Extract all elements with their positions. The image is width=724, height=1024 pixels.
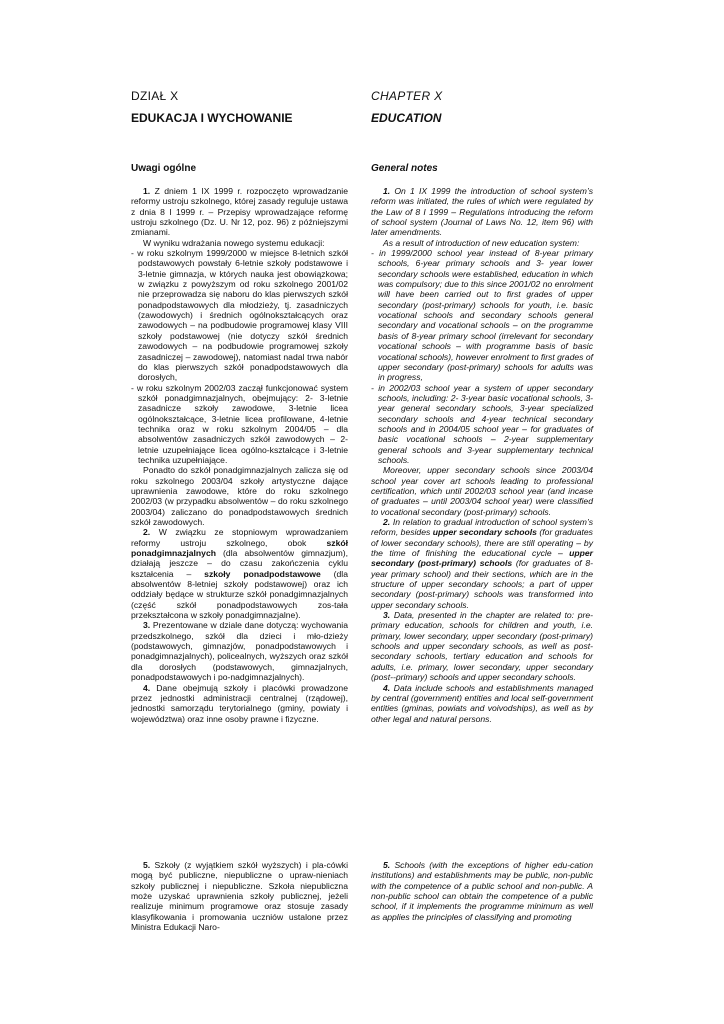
paragraph-number: 5. — [143, 860, 151, 870]
paragraph-1: 1. On 1 IX 1999 the introduction of school system’s reform was initiated, the rules of which were regulated by the Law of 8 I 1999 – Regulations introducing the reform of school system (Journal of Laws No. 12, item 96) with later amendments. — [371, 186, 593, 238]
reform-list — [371, 248, 593, 465]
chapter-title: EDUKACJA I WYCHOWANIE — [131, 111, 293, 125]
notes-body — [371, 186, 593, 724]
list-item: - w roku szkolnym 1999/2000 w miejsce 8-letnich szkół podstawowych powstały 6-letnie szkoły podstawowe i 3-letnie gimnazja, w których nauka jest obowiązkowa; w związku z powyższym od roku szkolnego 2001/02 nie przeprowadza się naboru do klas pierwszych szkół ponadpodstawowych dla młodzieży, tj. zasadniczych (zawodowych) i średnich ogólnokształcących oraz zawodowych – na podbudowie programowej klasy VIII szkoły podstawowej (nie dotyczy szkół średnich zawodowych – na podbudowie programowej szkoły zasadniczej – zawodowej), natomiast nadal trwa nabór do klas pierwszych szkół ponadpodstawowych dla dorosłych, — [131, 248, 348, 382]
notes-body-continued — [371, 860, 593, 922]
paragraph-4: 4. Data include schools and establishments managed by central (government) entities and local self-government entities (gminas, powiats and voivodships), as well as by other legal and natural persons. — [371, 682, 593, 724]
paragraph-1c: Moreover, upper secondary schools since 2003/04 school year cover art schools leading to professional certification, which until 2002/03 school year (and incase of graduates – until 2003/04 school year) were classified to vocational secondary (post-primary) schools. — [371, 465, 593, 517]
list-item: - w roku szkolnym 2002/03 zaczął funkcjonować system szkół ponadgimnazjalnych, obejmujący: 2- 3-letnie zasadnicze szkoły zawodowe, 3-letnie licea ogólnokształcące, 3-letnie licea profilowane, 4-letnie technika oraz w roku szkolnym 2004/05 – dla absolwentów zasadniczych szkół zawodowych – 2-letnie uzupełniające licea ogólno-kształcące i 3-letnie technika uzupełniające. — [131, 383, 348, 466]
paragraph-1b: As a result of introduction of new education system: — [383, 237, 580, 248]
paragraph-1c: Ponadto do szkół ponadgimnazjalnych zalicza się od roku szkolnego 2003/04 szkoły artystyczne dające uprawnienia zawodowe, które do roku szkolnego 2002/03 (w przypadku absolwentów – do roku szkolnego 2003/04) zaliczano do ponadpodstawowych średnich szkół zawodowych. — [131, 465, 348, 527]
paragraph-3: 3. Data, presented in the chapter are related to: pre-primary education, schools for children and youth, i.e. primary, lower secondary, upper secondary (post-primary) schools and upper secondary schools, as well as post-secondary schools, tertiary education and schools for adults, i.e. primary, lower secondary, upper secondary (post--primary) schools and upper secondary schools. — [371, 610, 593, 683]
paragraph-5: 5. Schools (with the exceptions of higher edu-cation institutions) and establishments may be public, non-public with the competence of a public school and non-public. A non-public school can obtain the competence of a public school, if it implements the programme minimum as well as applies the principles of classifying and promoting — [371, 860, 593, 922]
notes-body-continued — [131, 860, 348, 932]
paragraph-number: 4. — [383, 682, 391, 693]
paragraph-2: 2. In relation to gradual introduction of school system’s reform, besides upper secondary schools (for graduates of lower secondary schools), there are still operating – by the time of finishing the educational cycle – upper secondary (post-primary) schools (for graduates of 8-year primary school) and their sections, which are in the structure of upper secondary schools; a part of upper secondary (post-primary) schools was transformed into upper secondary schools. — [371, 517, 593, 610]
paragraph-number: 2. — [143, 527, 151, 538]
paragraph-number: 5. — [383, 860, 391, 870]
chapter-label: DZIAŁ X — [131, 89, 179, 103]
chapter-title: EDUCATION — [371, 111, 442, 125]
paragraph-1: 1. Z dniem 1 IX 1999 r. rozpoczęto wprowadzanie reformy ustroju szkolnego, której zasady reguluje ustawa z dnia 8 I 1999 r. – Przepisy wprowadzające reformę ustroju szkolnego (Dz. U. Nr 12, poz. 96) z późniejszymi zmianami. — [131, 186, 348, 238]
paragraph-4: 4. Dane obejmują szkoły i placówki prowadzone przez jednostki administracji centralnej (rządowej), jednostki samorządu terytorialnego (gminy, powiaty i województwa) oraz inne osoby prawne i fizyczne. — [131, 682, 348, 724]
reform-list — [131, 248, 348, 465]
notes-body — [131, 186, 348, 724]
notes-heading: General notes — [371, 163, 438, 174]
chapter-label: CHAPTER X — [371, 89, 443, 103]
paragraph-number: 4. — [143, 682, 151, 693]
notes-heading: Uwagi ogólne — [131, 163, 196, 174]
paragraph-number: 2. — [383, 517, 391, 527]
paragraph-1b: W wyniku wdrażania nowego systemu edukacji: — [143, 237, 325, 248]
paragraph-number: 3. — [143, 620, 151, 631]
list-item: - in 2002/03 school year a system of upper secondary schools, including: 2- 3-year basic vocational schools, 3-year general secondary schools, 3-year specialized secondary schools and 4-year technical secondary schools and in 2004/05 school year – for graduates of basic vocational schools – 2-year supplementary general schools and 3-year supplementary technical schools. — [371, 383, 593, 466]
paragraph-3: 3. Prezentowane w dziale dane dotyczą: wychowania przedszkolnego, szkół dla dzieci i mło-dzieży (podstawowych, gimnazjów, ponadpodstawowych i ponadgimnazjalnych), policealnych, wyższych oraz szkół dla dorosłych (podstawowych, gimnazjalnych, ponadpodstawowych i po-nadgimnazjalnych). — [131, 620, 348, 683]
list-item: - in 1999/2000 school year instead of 8-year primary schools, 6-year primary schools and 3- year lower secondary schools were established, education in which was compulsory; due to this since 2001/02 no enrolment will have been carried out to first grades of upper secondary (post-primary) schools for youth, i.e. basic vocational schools and secondary schools general secondary and vocational schools – on the programme basis of 8-year primary school (irrelevant for secondary vocational schools – with programme basis of basic vocational schools), however enrolment to first grades of upper secondary (post-primary) schools for adults was in progress, — [371, 248, 593, 382]
paragraph-2: 2. W związku ze stopniowym wprowadzaniem reformy ustroju szkolnego, obok szkół ponadgimnazjalnych (dla absolwentów gimnazjum), działają jeszcze – do czasu zakończenia cyklu kształcenia – szkoły ponadpodstawowe (dla absolwentów 8-letniej szkoły podstawowej) oraz ich oddziały będące w strukturze szkół ponadgimnazjalnych (część szkół ponadpodstawowych zos-tała przekształcona w szkoły ponadgimnazjalne). — [131, 527, 348, 621]
paragraph-5: 5. Szkoły (z wyjątkiem szkół wyższych) i pla-cówki mogą być publiczne, niepubliczne o upraw-nieniach szkoły publicznej i niepubliczne. Szkoła niepubliczna może uzyskać uprawnienia szkoły publicznej, jeżeli realizuje minimum programowe oraz stosuje zasady klasyfikowania i promowania uczniów ustalone przez Ministra Edukacji Naro- — [131, 860, 348, 933]
paragraph-number: 3. — [383, 610, 391, 621]
paragraph-number: 1. — [143, 186, 151, 196]
paragraph-number: 1. — [383, 186, 391, 196]
